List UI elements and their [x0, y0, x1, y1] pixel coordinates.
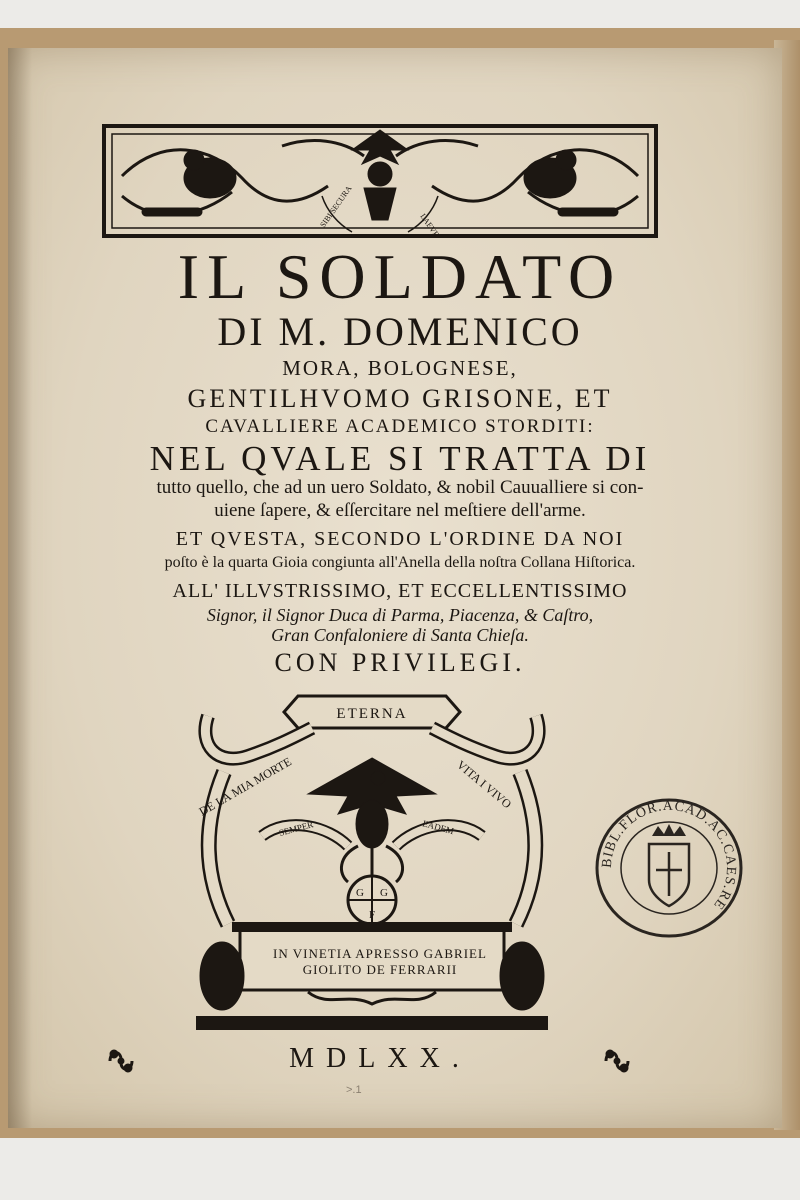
device-ribbon-right: EADEM — [421, 818, 455, 837]
publication-date: MDLXX. — [289, 1043, 471, 1074]
headpiece-motto-right: LAEVE — [418, 211, 441, 239]
dedication-line-2: Signor, il Signor Duca di Parma, Piacenza, & Caſtro, — [206, 605, 594, 625]
device-banner-left: DE LA MIA MORTE — [196, 754, 294, 819]
phoenix-printer-mark-icon — [188, 686, 556, 1038]
globe-letter-2: G — [380, 887, 388, 899]
author-rank: GENTILHVOMO GRISONE, ET — [187, 384, 613, 413]
imprint-line-1: IN VINETIA APRESSO GABRIEL — [273, 946, 487, 961]
imprint-line-2: GIOLITO DE FERRARII — [302, 962, 458, 977]
subject-description-line-2: uiene ſapere, & eſſercitare nel meſtiere dell'arme. — [214, 500, 586, 521]
dedication-line-3: Gran Confaloniere di Santa Chieſa. — [271, 625, 529, 645]
author-origin: MORA, BOLOGNESE, — [282, 356, 518, 380]
stamp-legend: BIBL.FLOR.ACAD.AC.CAES.RE — [599, 798, 739, 913]
device-ribbon-left: SEMPER — [277, 819, 315, 838]
globe-letter-1: G — [356, 887, 364, 899]
library-stamp-icon — [594, 796, 744, 940]
subject-intro: NEL QVALE SI TRATTA DI — [149, 439, 651, 478]
author-line: DI M. DOMENICO — [217, 309, 583, 354]
printer-imprint — [250, 946, 510, 978]
author-academy: CAVALLIERE ACADEMICO STORDITI: — [205, 416, 595, 437]
headpiece-motto-left: SIBI SECURA — [318, 184, 354, 230]
pencil-annotation: >.1 — [346, 1084, 362, 1096]
fleuron-right-icon — [600, 1046, 634, 1076]
globe-letter-3: F — [368, 909, 376, 921]
ornamental-headpiece-icon — [102, 116, 658, 246]
subject-description-line-1: tutto quello, che ad un uero Soldato, & nobil Cauualliere si con- — [156, 477, 644, 498]
gutter-shadow — [8, 48, 32, 1128]
device-banner-top: ETERNA — [336, 706, 408, 722]
privilege-line: CON PRIVILEGI. — [274, 648, 526, 677]
book-title: IL SOLDATO — [177, 241, 623, 312]
dedication-line-1: ALL' ILLVSTRISSIMO, ET ECCELLENTISSIMO — [172, 580, 628, 602]
device-banner-right: VITA I VIVO — [454, 757, 515, 812]
series-order-line-2: poſto è la quarta Gioia congiunta all'Anella della noſtra Collana Hiſtorica. — [164, 554, 636, 571]
series-order-line-1: ET QVESTA, SECONDO L'ORDINE DA NOI — [175, 528, 625, 550]
